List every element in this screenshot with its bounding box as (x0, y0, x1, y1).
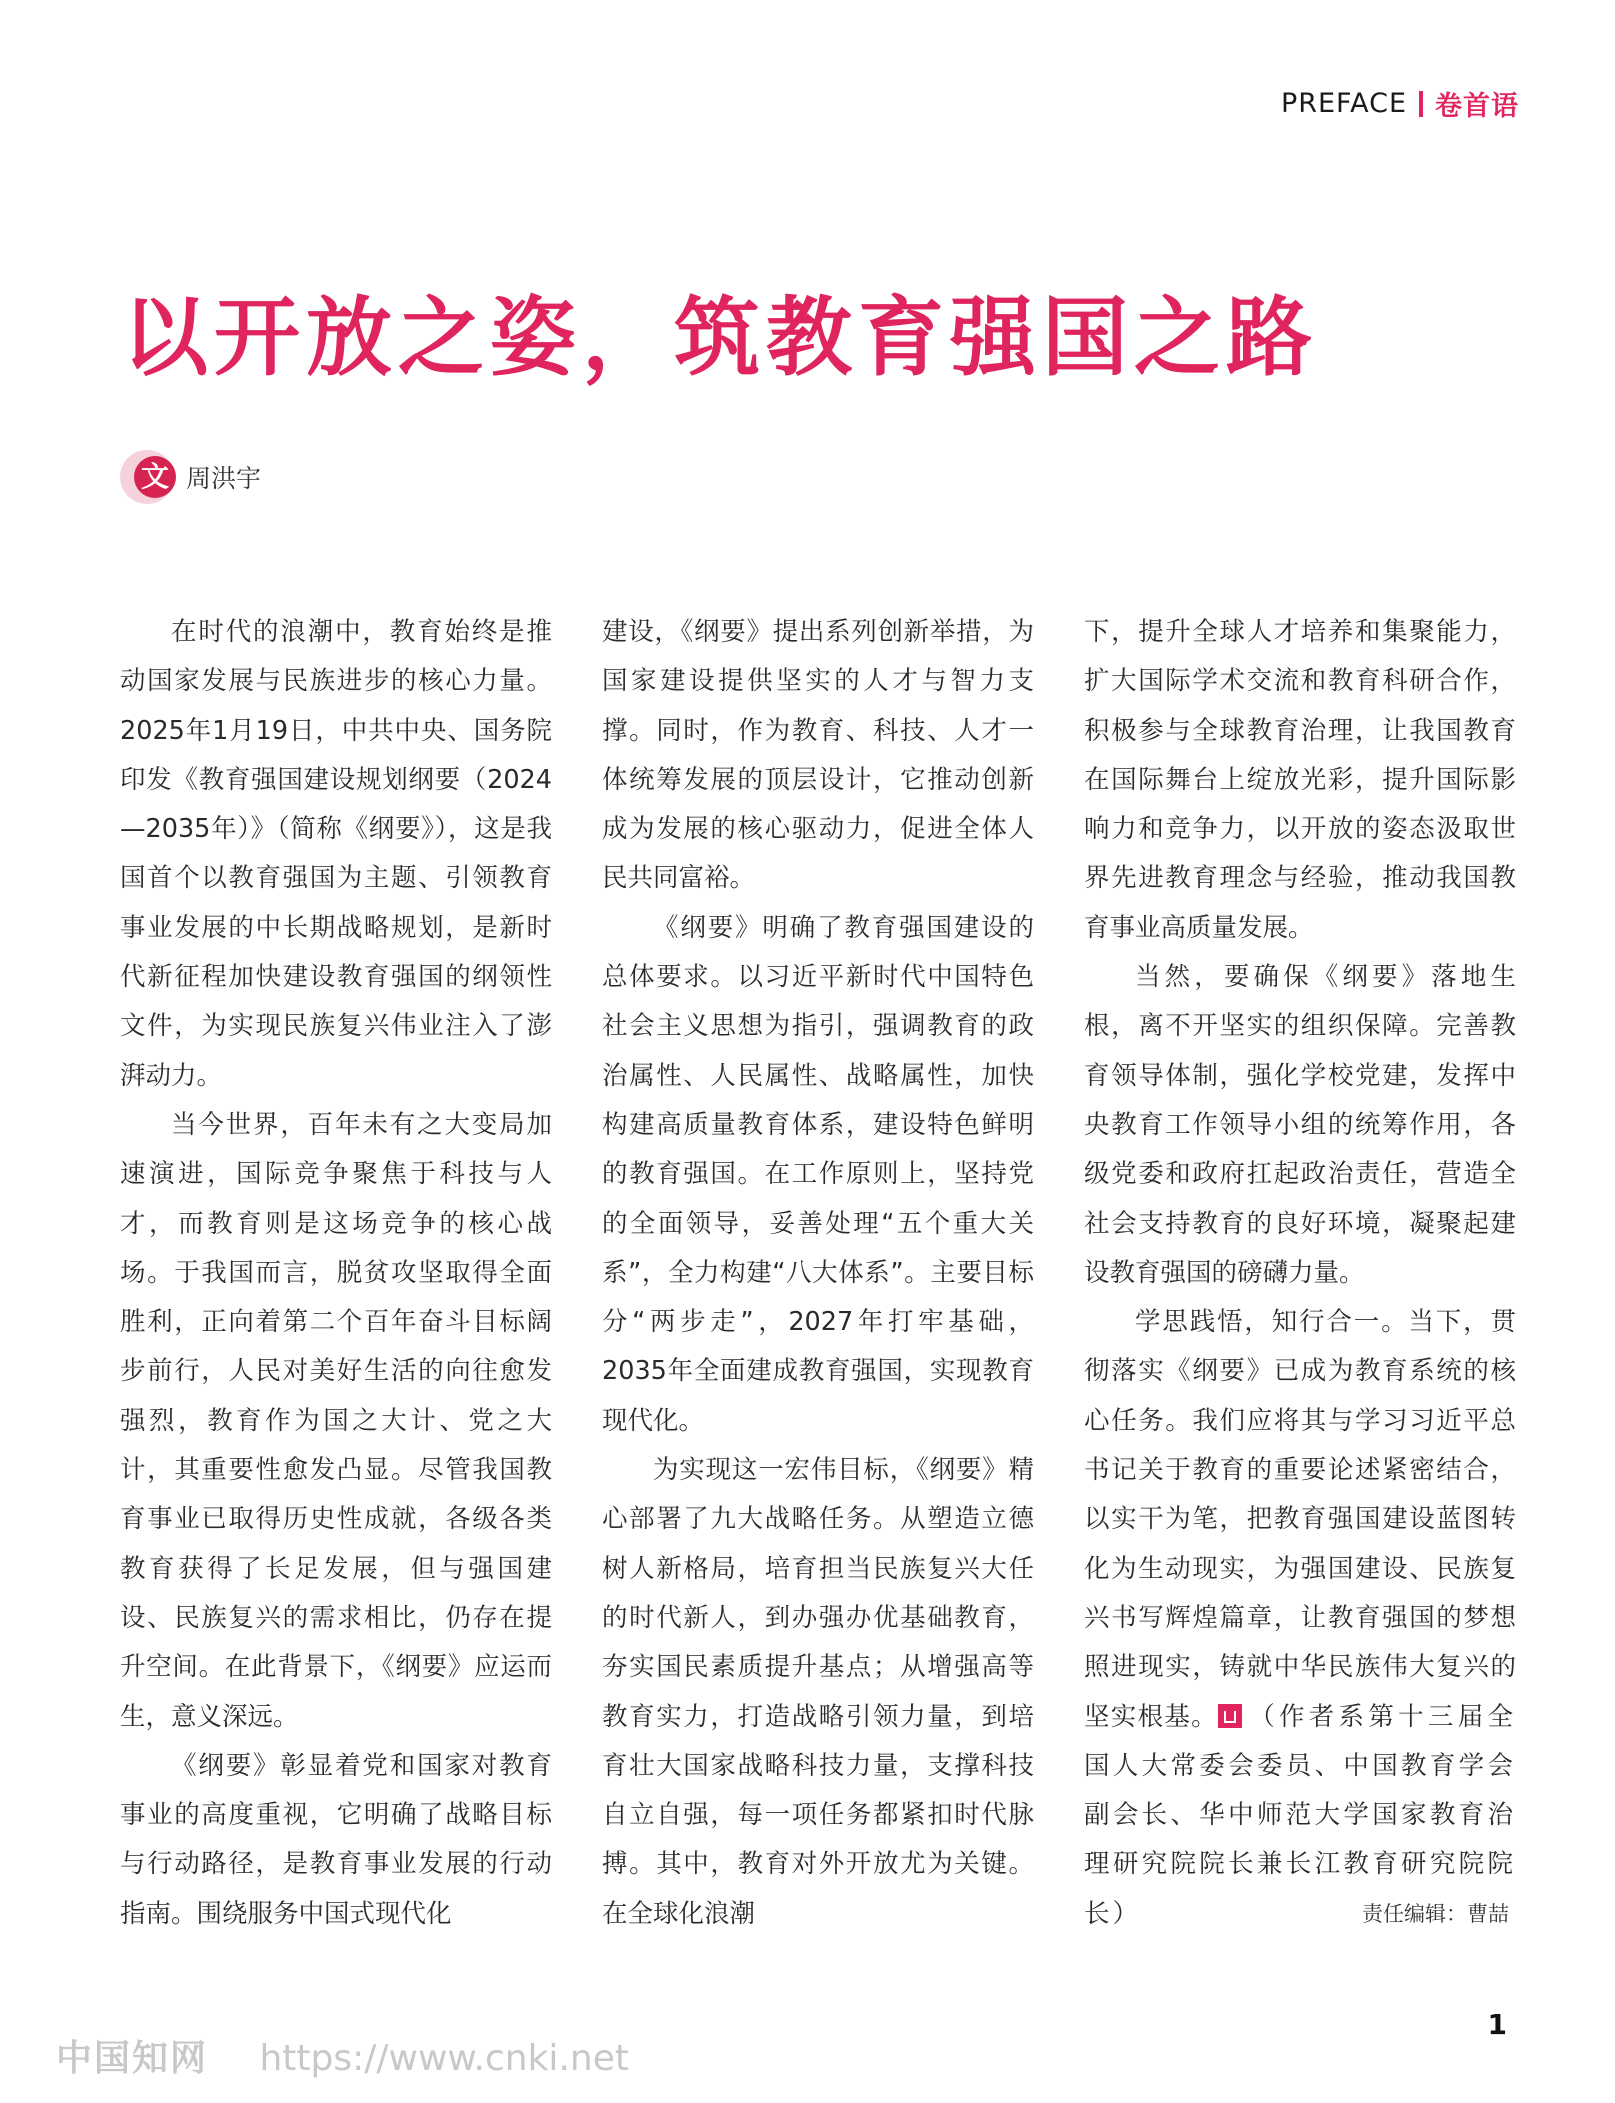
paragraph: 当今世界，百年未有之大变局加速演进，国际竞争聚焦于科技与人才，而教育则是这场竞争的核心战场。于我国而言，脱贫攻坚取得全面胜利，正向着第二个百年奋斗目标阔步前行，人民对美好生活的向往愈发强烈，教育作为国之大计、党之大计，其重要性愈发凸显。尽管我国教育事业已取得历史性成就，各级各类教育获得了长足发展，但与强国建设、民族复兴的需求相比，仍存在提升空间。在此背景下，《纲要》应运而生，意义深远。 (120, 1109, 552, 1732)
watermark-url: https://www.cnki.net (259, 2038, 629, 2079)
responsible-editor: 责任编辑：曹喆 (1362, 1902, 1509, 1926)
paragraph: 《纲要》明确了教育强国建设的总体要求。以习近平新时代中国特色社会主义思想为指引，强调教育的政治属性、人民属性、战略属性，加快构建高质量教育体系，建设特色鲜明的教育强国。在工作原则上，坚持党的全面领导，妥善处理“五个重大关系”，全力构建“八大体系”。主要目标分“两步走”，2027年打牢基础，2035年全面建成教育强国，实现教育现代化。 (602, 912, 1034, 1436)
author-name: 周洪宇 (186, 464, 262, 493)
paragraph: 《纲要》彰显着党和国家对教育事业的高度重视，它明确了战略目标与行动路径，是教育事业发展的行动指南。围绕服务中国式现代化 (120, 1750, 552, 1929)
author-note: （作者系第十三届全国人大常委会委员、中国教育学会副会长、华中师范大学国家教育治理研究院院长兼长江教育研究院院长） (1084, 1701, 1516, 1929)
paragraph-text: 学思践悟，知行合一。当下，贯彻落实《纲要》已成为教育系统的核心任务。我们应将其与学习习近平总书记关于教育的重要论述紧密结合，以实干为笔，把教育强国建设蓝图转化为生动现实，为强国建设、民族复兴书写辉煌篇章，让教育强国的梦想照进现实，铸就中华民族伟大复兴的坚实根基。 (1084, 1307, 1516, 1732)
paragraph: 下，提升全球人才培养和集聚能力，扩大国际学术交流和教育科研合作，积极参与全球教育治理，让我国教育在国际舞台上绽放光彩，提升国际影响力和竞争力，以开放的姿态汲取世界先进教育理念与经验，推动我国教育事业高质量发展。 (1084, 617, 1516, 943)
end-mark-icon (1218, 1704, 1242, 1728)
paragraph: 在时代的浪潮中，教育始终是推动国家发展与民族进步的核心力量。2025年1月19日，中共中央、国务院印发《教育强国建设规划纲要（2024—2035年）》（简称《纲要》），这是我国首个以教育强国为主题、引领教育事业发展的中长期战略规划，是新时代新征程加快建设教育强国的纲领性文件，为实现民族复兴伟业注入了澎湃动力。 (120, 617, 552, 1091)
page-number: 1 (1487, 2008, 1507, 2041)
watermark (56, 2030, 629, 2081)
watermark-brand: 中国知网 (56, 2038, 209, 2079)
text-column-3 (1084, 608, 1516, 1939)
text-column-2 (602, 608, 1034, 1939)
section-header (1281, 84, 1519, 123)
section-label-en: PREFACE (1280, 88, 1407, 119)
paragraph: 建设，《纲要》提出系列创新举措，为国家建设提供坚实的人才与智力支撑。同时，作为教育、科技、人才一体统筹发展的顶层设计，它推动创新成为发展的核心驱动力，促进全体人民共同富裕。 (602, 617, 1034, 894)
header-divider (1419, 91, 1423, 117)
text-column-1 (120, 608, 552, 1939)
section-label-cn: 卷首语 (1435, 91, 1519, 122)
paragraph: 为实现这一宏伟目标，《纲要》精心部署了九大战略任务。从塑造立德树人新格局，培育担当民族复兴大任的时代新人，到办强办优基础教育，夯实国民素质提升基点；从增强高等教育实力，打造战略引领力量，到培育壮大国家战略科技力量，支撑科技自立自强，每一项任务都紧扣时代脉搏。其中，教育对外开放尤为关键。在全球化浪潮 (602, 1455, 1034, 1929)
author-byline (120, 450, 261, 504)
author-badge-glyph: 文 (134, 456, 176, 498)
article-title: 以开放之姿，筑教育强国之路 (122, 287, 1318, 388)
author-badge-icon (120, 450, 174, 504)
paragraph: 当然，要确保《纲要》落地生根，离不开坚实的组织保障。完善教育领导体制，强化学校党建，发挥中央教育工作领导小组的统筹作用，各级党委和政府扛起政治责任，营造全社会支持教育的良好环境，凝聚起建设教育强国的磅礴力量。 (1084, 962, 1516, 1288)
closing-paragraph (1084, 1298, 1516, 1939)
